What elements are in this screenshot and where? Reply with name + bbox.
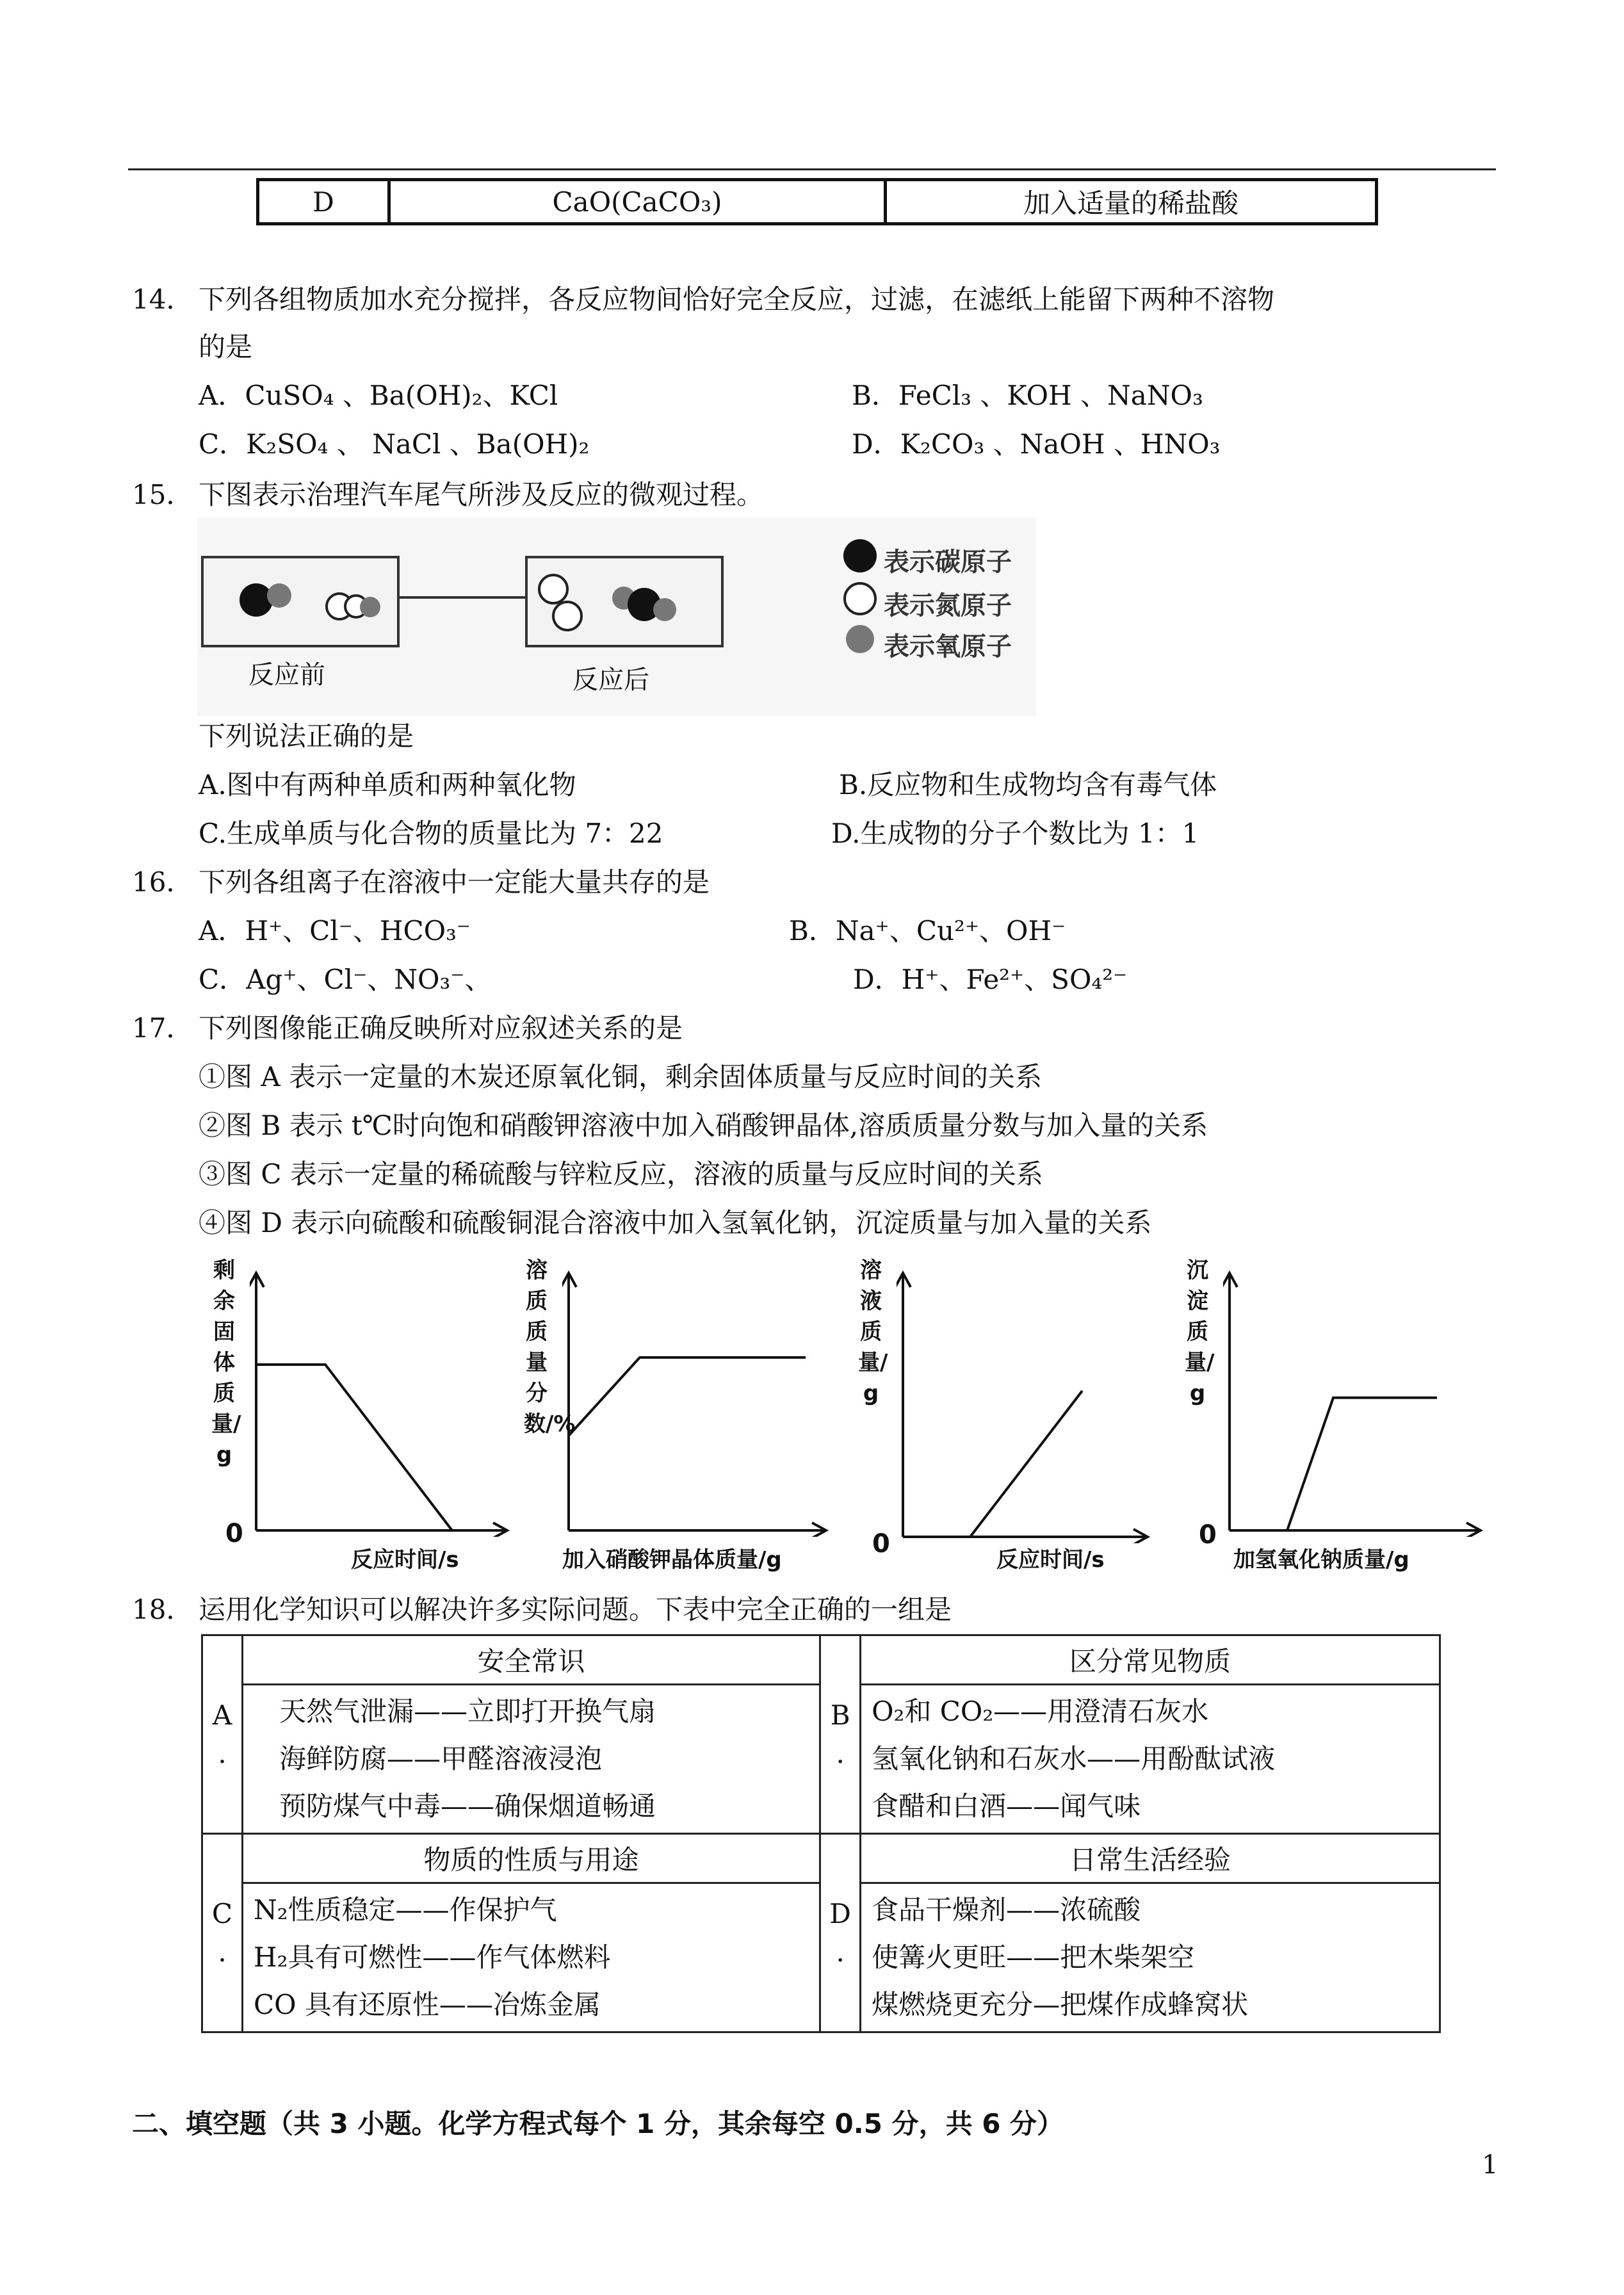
option-a: A．CuSO₄ 、Ba(OH)₂、KCl	[199, 380, 558, 411]
legend-carbon: 表示碳原子	[884, 547, 1012, 577]
question-number: 16．	[132, 866, 193, 898]
row-letter-b	[820, 1635, 861, 1834]
statement-1: ①图 A 表示一定量的木炭还原氧化铜，剩余固体质量与反应时间的关系	[199, 1061, 1043, 1092]
statement-3: ③图 C 表示一定量的稀硫酸与锌粒反应，溶液的质量与反应时间的关系	[199, 1158, 1043, 1190]
question-stem: 下列各组物质加水充分搅拌，各反应物间恰好完全反应，过滤，在滤纸上能留下两种不溶物	[199, 284, 1275, 315]
q18-table	[201, 1634, 1441, 2033]
nitrogen-atom	[539, 575, 567, 603]
after-panel	[525, 556, 724, 647]
reaction-diagram	[197, 517, 1036, 716]
question-stem: 运用化学知识可以解决许多实际问题。下表中完全正确的一组是	[199, 1594, 952, 1625]
before-label: 反应前	[248, 660, 325, 690]
question-prompt: 下列说法正确的是	[199, 720, 414, 752]
head-d: 日常生活经验	[861, 1834, 1440, 1883]
oxygen-atom	[360, 597, 380, 617]
series-line	[970, 1391, 1082, 1537]
after-molecules	[528, 558, 721, 645]
list-item: 煤燃烧更充分—把煤作成蜂窝状	[872, 1989, 1249, 2020]
items-c	[243, 1883, 820, 2032]
list-item: 预防煤气中毒——确保烟道畅通	[279, 1790, 656, 1822]
list-item: O₂和 CO₂——用澄清石灰水	[872, 1696, 1209, 1727]
items-d	[861, 1883, 1440, 2032]
head-a: 安全常识	[243, 1635, 820, 1685]
graph-c-ylabel: 溶液质量/g	[858, 1258, 888, 1406]
graph-b-plot	[562, 1268, 831, 1537]
header-rule	[128, 168, 1496, 170]
top-table	[256, 178, 1378, 225]
after-label: 反应后	[572, 665, 649, 695]
option-d: D．K₂CO₃ 、NaOH 、HNO₃	[852, 428, 1221, 460]
graph-b-ylabel: 溶质质量分数/%	[524, 1258, 576, 1437]
list-item: 天然气泄漏——立即打开换气扇	[279, 1696, 656, 1727]
option-c: C.生成单质与化合物的质量比为 7：22	[199, 818, 663, 849]
graph-c-origin: 0	[872, 1529, 890, 1559]
graph-a-xlabel: 反应时间/s	[351, 1547, 459, 1573]
table-row	[202, 1834, 1440, 1883]
letter-d: D	[829, 1897, 851, 1929]
list-item: CO 具有还原性——冶炼金属	[254, 1989, 601, 2020]
option-c: C．K₂SO₄ 、 NaCl 、Ba(OH)₂	[199, 428, 590, 460]
letter-dot: .	[218, 1737, 227, 1769]
question-stem: 下列图像能正确反映所对应叙述关系的是	[199, 1012, 683, 1044]
option-d: D．H⁺、Fe²⁺、SO₄²⁻	[853, 964, 1128, 995]
series-line	[256, 1365, 452, 1530]
table-cell: CaO(CaCO₃)	[389, 180, 886, 224]
graph-c-xlabel: 反应时间/s	[996, 1547, 1105, 1573]
statement-2: ②图 B 表示 t℃时向饱和硝酸钾溶液中加入硝酸钾晶体,溶质质量分数与加入量的关系	[199, 1110, 1208, 1141]
graph-a-origin: 0	[225, 1519, 243, 1548]
carbon-legend-icon	[843, 539, 877, 572]
table-row	[202, 1635, 1440, 1685]
oxygen-atom	[267, 583, 291, 608]
letter-a: A	[212, 1699, 232, 1731]
option-d: D.生成物的分子个数比为 1：1	[831, 818, 1199, 849]
before-molecules	[204, 558, 397, 645]
question-number: 17．	[132, 1012, 193, 1044]
letter-b: B	[830, 1699, 850, 1731]
list-item: 食醋和白酒——闻气味	[872, 1790, 1141, 1822]
carbon-atom	[240, 583, 273, 617]
letter-c: C	[211, 1897, 233, 1929]
option-b: B.反应物和生成物均含有毒气体	[839, 769, 1217, 800]
question-stem: 下图表示治理汽车尾气所涉及反应的微观过程。	[199, 479, 764, 510]
question-number: 18．	[132, 1594, 193, 1625]
row-letter-d	[820, 1834, 861, 2032]
graph-d-origin: 0	[1199, 1520, 1217, 1550]
head-c: 物质的性质与用途	[243, 1834, 820, 1883]
nitrogen-legend-icon	[845, 583, 875, 614]
list-item: 食品干燥剂——浓硫酸	[872, 1894, 1141, 1926]
option-c: C．Ag⁺、Cl⁻、NO₃⁻、	[199, 964, 492, 995]
option-b: B．Na⁺、Cu²⁺、OH⁻	[789, 915, 1066, 946]
list-item: 氢氧化钠和石灰水——用酚酞试液	[872, 1743, 1276, 1774]
items-b	[861, 1685, 1440, 1834]
graph-a-plot	[250, 1268, 512, 1537]
oxygen-legend-icon	[846, 625, 874, 653]
series-line	[569, 1358, 806, 1436]
graph-d-ylabel: 沉淀质量/g	[1185, 1258, 1215, 1406]
letter-dot: .	[836, 1737, 845, 1769]
legend-icons	[838, 533, 882, 668]
row-letter-c	[202, 1834, 243, 2032]
table-cell: 加入适量的稀盐酸	[886, 180, 1377, 224]
page-number: 1	[1482, 2150, 1498, 2180]
graph-a	[211, 1255, 519, 1588]
list-item: 海鲜防腐——甲醛溶液浸泡	[279, 1743, 603, 1774]
graph-b	[524, 1255, 844, 1588]
question-stem: 下列各组离子在溶液中一定能大量共存的是	[199, 866, 710, 898]
list-item: N₂性质稳定——作保护气	[254, 1894, 557, 1926]
question-number: 14．	[132, 284, 193, 315]
oxygen-atom	[653, 598, 676, 621]
graph-d-plot	[1223, 1268, 1486, 1537]
legend-nitrogen: 表示氮原子	[884, 591, 1012, 620]
graph-c	[858, 1255, 1159, 1588]
graph-b-xlabel: 加入硝酸钾晶体质量/g	[562, 1547, 782, 1573]
statement-4: ④图 D 表示向硫酸和硫酸铜混合溶液中加入氢氧化钠，沉淀质量与加入量的关系	[199, 1207, 1152, 1238]
option-a: A．H⁺、Cl⁻、HCO₃⁻	[199, 915, 471, 946]
row-letter-a	[202, 1635, 243, 1834]
head-b: 区分常见物质	[861, 1635, 1440, 1685]
graph-d	[1185, 1255, 1492, 1588]
table-row	[258, 180, 1377, 224]
graph-d-xlabel: 加氢氧化钠质量/g	[1233, 1547, 1409, 1573]
letter-dot: .	[836, 1936, 845, 1968]
question-stem-cont: 的是	[199, 331, 253, 362]
option-b: B．FeCl₃ 、KOH 、NaNO₃	[852, 380, 1203, 411]
before-panel	[201, 556, 400, 647]
legend-oxygen: 表示氧原子	[884, 632, 1012, 661]
option-a: A.图中有两种单质和两种氧化物	[199, 769, 576, 800]
items-a	[243, 1685, 820, 1834]
question-number: 15．	[132, 479, 193, 510]
nitrogen-atom	[553, 602, 581, 630]
series-line	[1230, 1398, 1437, 1530]
list-item: 使篝火更旺——把木柴架空	[872, 1942, 1195, 1973]
letter-dot: .	[218, 1936, 227, 1968]
table-cell: D	[258, 180, 389, 224]
list-item: H₂具有可燃性——作气体燃料	[254, 1942, 611, 1973]
graph-c-plot	[897, 1268, 1153, 1543]
graph-a-ylabel: 剩余固体质量/g	[211, 1258, 241, 1468]
section-heading: 二、填空题（共 3 小题。化学方程式每个 1 分，其余每空 0.5 分，共 6 分）	[132, 2108, 1064, 2139]
